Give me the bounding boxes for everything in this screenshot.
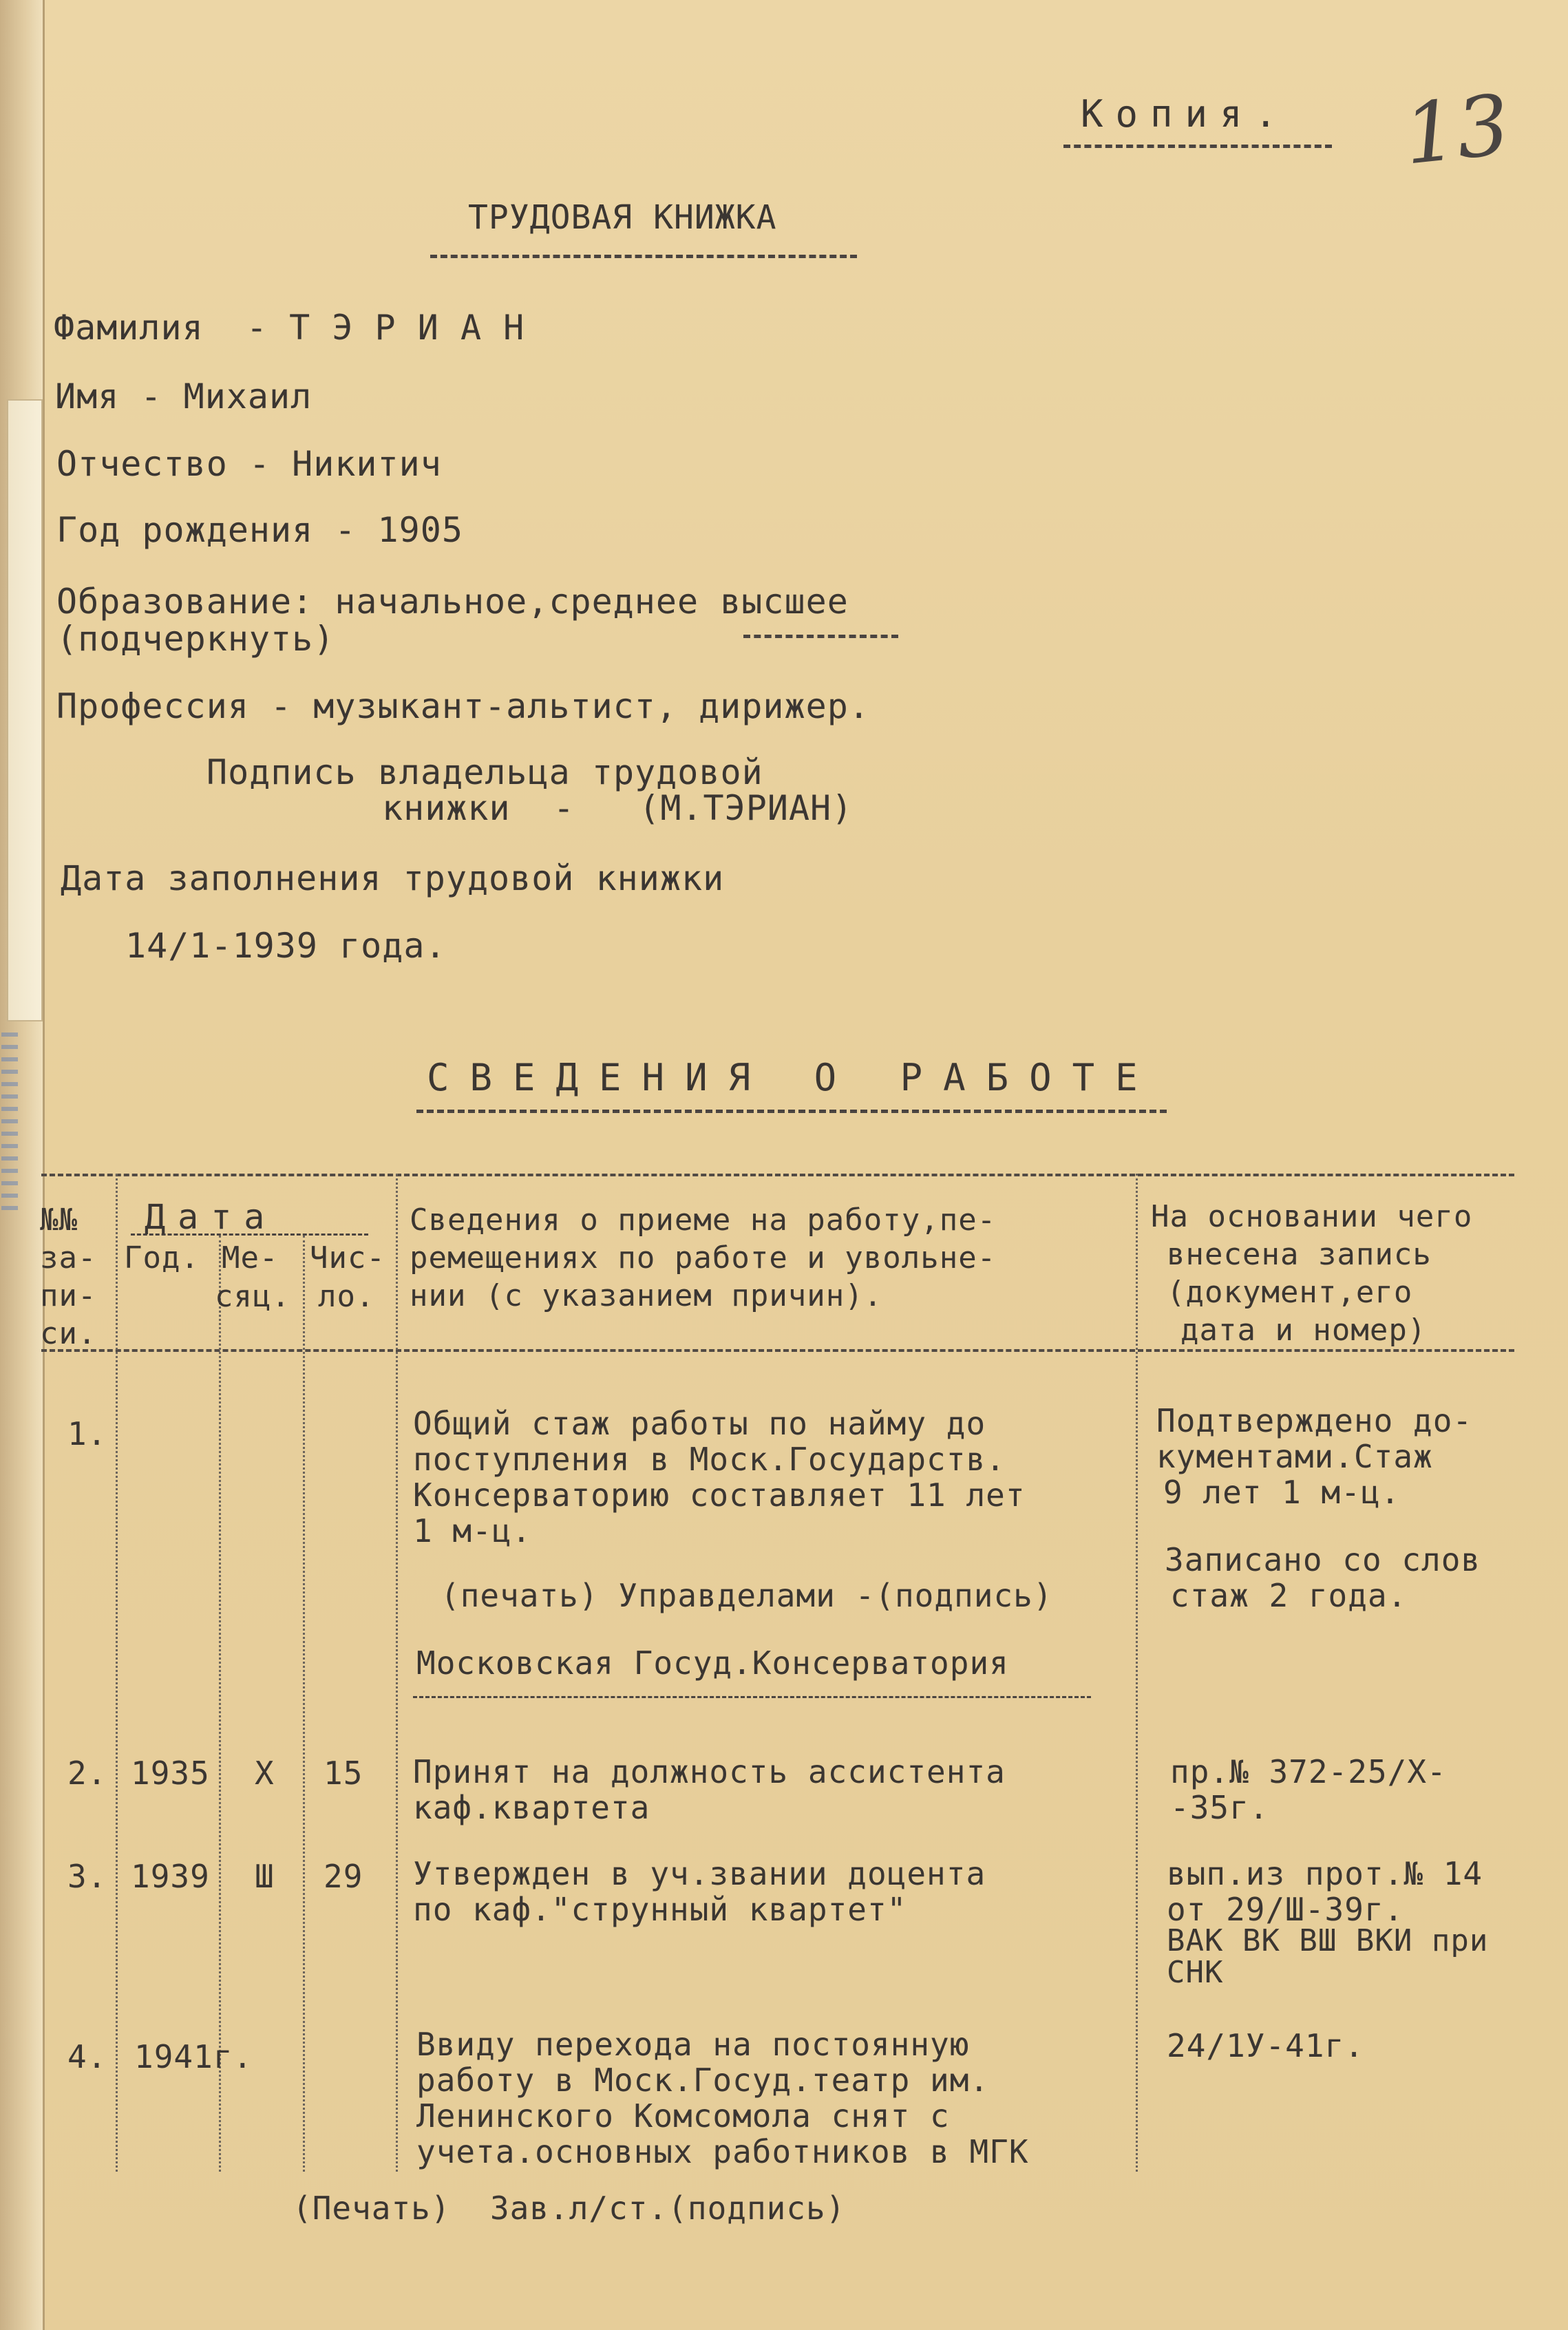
row2-info-1: Принят на должность ассистента: [413, 1753, 1006, 1790]
header-info-1: Сведения о приеме на работу,пе-: [410, 1203, 997, 1238]
row1-info-3: Консерваторию составляет 11 лет: [413, 1476, 1026, 1514]
row3-day: 29: [324, 1858, 363, 1895]
surname-field: Фамилия - Т Э Р И А Н: [54, 308, 525, 348]
header-day-1: Чис-: [310, 1240, 385, 1275]
row2-month: Х: [255, 1755, 275, 1792]
row4-info-4: учета.основных работников в МГК: [416, 2133, 1029, 2170]
row3-month: Ш: [255, 1858, 275, 1895]
signature-line2: книжки - (М.ТЭРИАН): [382, 788, 854, 828]
education-field: Образование: начальное,среднее высшее: [56, 582, 849, 622]
header-month-2: сяц.: [215, 1279, 290, 1314]
row2-year: 1935: [131, 1755, 210, 1792]
kopiya-underline: [1063, 145, 1332, 148]
section-title: СВЕДЕНИЯ О РАБОТЕ: [427, 1056, 1158, 1099]
header-basis-1: На основании чего: [1151, 1199, 1473, 1234]
document-title: ТРУДОВАЯ КНИЖКА: [468, 198, 777, 237]
row4-info-2: работу в Моск.Госуд.театр им.: [416, 2062, 990, 2099]
section-title-underline: [416, 1110, 1167, 1113]
header-day-2: ло.: [318, 1279, 375, 1314]
header-basis-4: дата и номер): [1180, 1313, 1427, 1348]
row1-basis-1: Подтверждено до-: [1156, 1402, 1473, 1439]
row4-year: 1941г.: [134, 2038, 253, 2075]
binding-fold: [7, 399, 43, 1021]
header-num-3: пи-: [40, 1278, 97, 1313]
row1-basis-3: 9 лет 1 м-ц.: [1163, 1474, 1401, 1511]
row1-basis-extra-1: Записано со слов: [1165, 1541, 1481, 1578]
row2-day: 15: [324, 1755, 363, 1792]
row2-num: 2.: [67, 1755, 107, 1792]
row1-info-4: 1 м-ц.: [413, 1512, 532, 1549]
row4-num: 4.: [67, 2038, 107, 2075]
blue-stamp-fragment: [1, 1032, 18, 1211]
birth-year-field: Год рождения - 1905: [56, 510, 463, 550]
patronymic-field: Отчество - Никитич: [56, 444, 442, 484]
row2-info-2: каф.квартета: [413, 1789, 650, 1826]
row1-info-extra-2: Московская Госуд.Консерватория: [416, 1644, 1009, 1682]
row1-separator: [413, 1696, 1091, 1698]
binding-edge: [0, 0, 45, 2330]
fill-date-value: 14/1-1939 года.: [125, 926, 447, 966]
row3-basis-3: ВАК ВК ВШ ВКИ при: [1167, 1923, 1489, 1958]
col-divider-year: [219, 1236, 221, 2172]
header-num-1: №№: [40, 1203, 78, 1238]
header-month-1: Ме-: [222, 1240, 279, 1275]
row2-basis-2: -35г.: [1170, 1789, 1269, 1826]
header-basis-2: внесена запись: [1167, 1237, 1432, 1272]
header-num-4: си.: [40, 1316, 97, 1351]
row1-info-2: поступления в Моск.Государств.: [413, 1441, 1006, 1478]
header-info-3: нии (с указанием причин).: [410, 1278, 883, 1313]
col-divider-num: [116, 1174, 118, 2172]
row1-basis-extra-2: стаж 2 года.: [1170, 1577, 1408, 1614]
education-hint: (подчеркнуть): [56, 619, 335, 659]
header-year: Год.: [124, 1240, 200, 1275]
header-num-2: за-: [40, 1240, 97, 1275]
col-divider-day: [396, 1174, 398, 2172]
row3-info-2: по каф."струнный квартет": [413, 1891, 907, 1928]
header-info-2: ремещениях по работе и увольне-: [410, 1240, 997, 1275]
row3-basis-1: вып.из прот.№ 14: [1167, 1855, 1483, 1892]
table-top-rule: [41, 1174, 1514, 1176]
row3-year: 1939: [131, 1858, 210, 1895]
row1-info-extra-1: (печать) Управделами -(подпись): [441, 1577, 1053, 1614]
kopiya-label: Копия.: [1081, 92, 1290, 136]
name-field: Имя - Михаил: [55, 377, 312, 416]
row4-info-3: Ленинского Комсомола снят с: [416, 2097, 950, 2135]
header-basis-3: (документ,его: [1167, 1275, 1413, 1310]
row1-info-1: Общий стаж работы по найму до: [413, 1405, 986, 1442]
row1-num: 1.: [67, 1415, 107, 1452]
row3-basis-2: от 29/Ш-39г.: [1167, 1891, 1404, 1928]
table-footer: (Печать) Зав.л/ст.(подпись): [293, 2190, 846, 2227]
row3-num: 3.: [67, 1858, 107, 1895]
header-date-title: Дата: [145, 1197, 277, 1237]
page-number: 13: [1399, 77, 1514, 184]
row4-basis-1: 24/1У-41г.: [1167, 2027, 1364, 2064]
row3-info-1: Утвержден в уч.звании доцента: [413, 1855, 986, 1892]
row2-basis-1: пр.№ 372-25/Х-: [1170, 1753, 1447, 1790]
signature-line1: Подпись владельца трудовой: [206, 752, 763, 792]
row4-info-1: Ввиду перехода на постоянную: [416, 2026, 970, 2063]
row3-basis-4: СНК: [1167, 1955, 1224, 1990]
fill-date-label: Дата заполнения трудовой книжки: [61, 858, 725, 898]
education-underline: [743, 635, 898, 638]
col-divider-month: [303, 1236, 305, 2172]
profession-field: Профессия - музыкант-альтист, дирижер.: [56, 686, 870, 726]
col-divider-info: [1136, 1174, 1138, 2172]
title-underline: [430, 255, 857, 258]
row1-basis-2: кументами.Стаж: [1156, 1438, 1433, 1475]
